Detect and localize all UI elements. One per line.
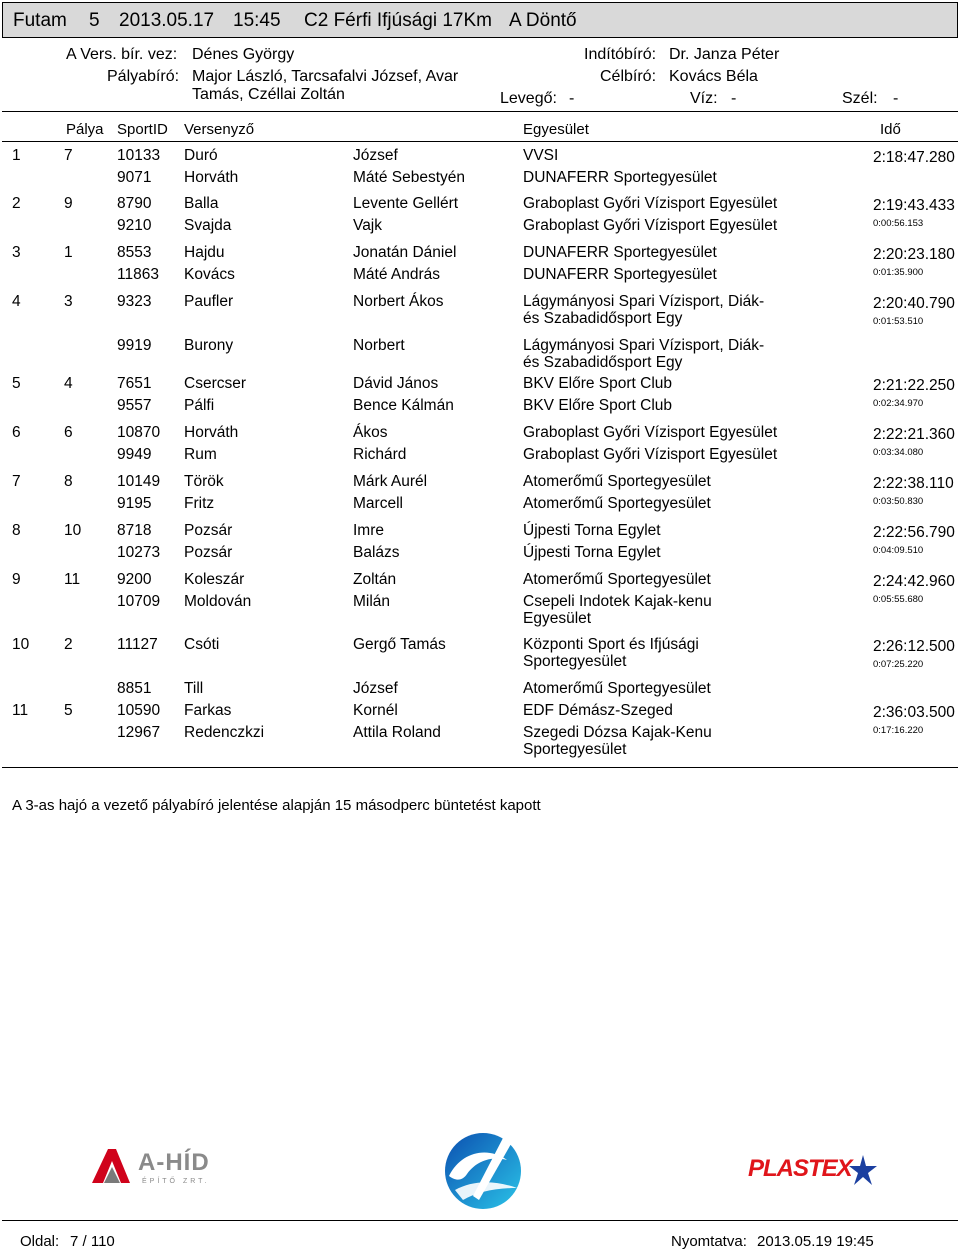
time-behind: 0:05:55.680 xyxy=(873,594,924,605)
a-hid-wordmark: A-HÍD xyxy=(138,1149,210,1176)
wind-label: Szél: xyxy=(842,90,878,107)
athlete-firstname: Norbert Ákos xyxy=(353,293,444,310)
time-behind: 0:07:25.220 xyxy=(873,659,924,670)
athlete-club: Lágymányosi Spari Vízisport, Diák- xyxy=(523,337,765,354)
athlete-lastname: Moldován xyxy=(184,593,252,610)
rank-cell: 9 xyxy=(12,571,21,588)
athlete-club: Atomerőmű Sportegyesület xyxy=(523,495,711,512)
rank-cell: 11 xyxy=(12,702,29,719)
athlete-lastname: Duró xyxy=(184,147,218,164)
athlete-sportid: 8718 xyxy=(117,522,152,539)
inditobiro-value: Dr. Janza Péter xyxy=(669,46,780,63)
rank-cell: 6 xyxy=(12,424,21,441)
time-behind: 0:17:16.220 xyxy=(873,725,924,736)
plastex-star-icon xyxy=(848,1153,878,1189)
athlete-lastname: Csóti xyxy=(184,636,220,653)
total-time: 2:20:40.790 xyxy=(873,295,955,312)
athlete-club: Egyesület xyxy=(523,610,592,627)
wind-value: - xyxy=(893,90,899,107)
athlete-club: és Szabadidősport Egy xyxy=(523,310,683,327)
athlete-sportid: 9557 xyxy=(117,397,152,414)
air-temp-value: - xyxy=(569,90,575,107)
total-time: 2:19:43.433 xyxy=(873,197,955,214)
rank-cell: 1 xyxy=(12,147,21,164)
plastex-wordmark: PLASTEX xyxy=(748,1155,852,1182)
athlete-lastname: Farkas xyxy=(184,702,232,719)
athlete-firstname: Ákos xyxy=(353,424,388,441)
vers-biro-label: A Vers. bír. vez: xyxy=(66,46,178,63)
athlete-firstname: Attila Roland xyxy=(353,724,441,741)
header-top-divider xyxy=(2,111,958,112)
athlete-club: Sportegyesület xyxy=(523,653,627,670)
total-time: 2:22:38.110 xyxy=(873,475,954,492)
celbiro-value: Kovács Béla xyxy=(669,68,758,85)
athlete-lastname: Burony xyxy=(184,337,234,354)
athlete-sportid: 9949 xyxy=(117,446,152,463)
athlete-sportid: 10133 xyxy=(117,147,161,164)
athlete-firstname: Jonatán Dániel xyxy=(353,244,457,261)
athlete-sportid: 9200 xyxy=(117,571,152,588)
athlete-club: EDF Démász-Szeged xyxy=(523,702,673,719)
footer-divider xyxy=(2,1220,958,1221)
athlete-club: Újpesti Torna Egylet xyxy=(523,544,661,561)
printed-date: 2013.05.19 19:45 xyxy=(757,1233,874,1250)
col-palya: Pálya xyxy=(66,121,104,138)
water-temp-value: - xyxy=(731,90,737,107)
athlete-club: Központi Sport és Ifjúsági xyxy=(523,636,699,653)
athlete-firstname: József xyxy=(353,147,398,164)
athlete-firstname: Vajk xyxy=(353,217,383,234)
total-time: 2:24:42.960 xyxy=(873,573,955,590)
stage-name: A Döntő xyxy=(509,10,577,31)
kayak-wave-icon xyxy=(433,1130,533,1212)
athlete-club: Szegedi Dózsa Kajak-Kenu xyxy=(523,724,712,741)
lane-cell: 4 xyxy=(64,375,73,392)
page-label: Oldal: xyxy=(20,1233,60,1250)
time-behind: 0:02:34.970 xyxy=(873,398,924,409)
time-behind: 0:01:35.900 xyxy=(873,267,924,278)
lane-cell: 1 xyxy=(64,244,73,261)
col-egyesulet: Egyesület xyxy=(523,121,589,138)
athlete-lastname: Horváth xyxy=(184,169,239,186)
total-time: 2:18:47.280 xyxy=(873,149,955,166)
lane-cell: 10 xyxy=(64,522,82,539)
event-name: C2 Férfi Ifjúsági 17Km xyxy=(304,10,492,31)
col-versenyzo: Versenyző xyxy=(184,121,255,138)
kayak-logo xyxy=(433,1130,533,1212)
athlete-lastname: Rum xyxy=(184,446,217,463)
inditobiro-label: Indítóbíró: xyxy=(584,46,657,63)
time-behind: 0:03:50.830 xyxy=(873,496,924,507)
athlete-lastname: Balla xyxy=(184,195,219,212)
a-hid-logo xyxy=(90,1145,240,1191)
athlete-lastname: Svajda xyxy=(184,217,232,234)
race-number: 5 xyxy=(89,10,100,31)
athlete-club: DUNAFERR Sportegyesület xyxy=(523,266,717,283)
athlete-club: Graboplast Győri Vízisport Egyesület xyxy=(523,217,778,234)
athlete-sportid: 10149 xyxy=(117,473,161,490)
col-ido: Idő xyxy=(880,121,901,138)
athlete-club: és Szabadidősport Egy xyxy=(523,354,683,371)
lane-cell: 7 xyxy=(64,147,73,164)
rank-cell: 3 xyxy=(12,244,21,261)
athlete-club: VVSI xyxy=(523,147,559,164)
athlete-club: DUNAFERR Sportegyesület xyxy=(523,169,717,186)
lane-cell: 11 xyxy=(64,571,81,588)
title-bar xyxy=(2,2,958,38)
vers-biro-value: Dénes György xyxy=(192,46,295,63)
athlete-sportid: 9323 xyxy=(117,293,152,310)
athlete-firstname: Kornél xyxy=(353,702,398,719)
athlete-lastname: Koleszár xyxy=(184,571,245,588)
athlete-club: Graboplast Győri Vízisport Egyesület xyxy=(523,446,778,463)
col-sportid: SportID xyxy=(117,121,168,138)
time-behind: 0:01:53.510 xyxy=(873,316,924,327)
time-behind: 0:04:09.510 xyxy=(873,545,924,556)
athlete-club: Újpesti Torna Egylet xyxy=(523,522,661,539)
athlete-sportid: 10709 xyxy=(117,593,161,610)
athlete-sportid: 9071 xyxy=(117,169,152,186)
a-hid-subtitle: ÉPÍTŐ ZRT. xyxy=(142,1178,210,1185)
athlete-firstname: Balázs xyxy=(353,544,400,561)
rank-cell: 5 xyxy=(12,375,21,392)
athlete-club: Atomerőmű Sportegyesület xyxy=(523,473,711,490)
athlete-lastname: Hajdu xyxy=(184,244,225,261)
athlete-lastname: Horváth xyxy=(184,424,239,441)
time-behind: 0:03:34.080 xyxy=(873,447,924,458)
time-behind: 0:00:56.153 xyxy=(873,218,924,229)
lane-cell: 3 xyxy=(64,293,73,310)
athlete-club: Atomerőmű Sportegyesület xyxy=(523,571,711,588)
lane-cell: 2 xyxy=(64,636,73,653)
race-label: Futam xyxy=(13,10,67,31)
total-time: 2:20:23.180 xyxy=(873,246,955,263)
athlete-firstname: Máté András xyxy=(353,266,441,283)
printed-label: Nyomtatva: xyxy=(671,1233,747,1250)
athlete-lastname: Pálfi xyxy=(184,397,215,414)
page-number: 7 / 110 xyxy=(70,1233,115,1250)
palyabiro-value-line2: Tamás, Czéllai Zoltán xyxy=(192,86,345,103)
total-time: 2:22:21.360 xyxy=(873,426,955,443)
athlete-sportid: 8790 xyxy=(117,195,152,212)
athlete-club: BKV Előre Sport Club xyxy=(523,375,673,392)
athlete-firstname: Milán xyxy=(353,593,391,610)
athlete-club: BKV Előre Sport Club xyxy=(523,397,673,414)
athlete-club: Lágymányosi Spari Vízisport, Diák- xyxy=(523,293,765,310)
athlete-firstname: Márk Aurél xyxy=(353,473,428,490)
total-time: 2:22:56.790 xyxy=(873,524,955,541)
athlete-sportid: 8851 xyxy=(117,680,152,697)
athlete-lastname: Kovács xyxy=(184,266,235,283)
athlete-firstname: Imre xyxy=(353,522,384,539)
lane-cell: 5 xyxy=(64,702,73,719)
rank-cell: 2 xyxy=(12,195,21,212)
table-bottom-divider xyxy=(2,767,958,768)
penalty-note: A 3-as hajó a vezető pályabíró jelentése alapján 15 másodperc büntetést kapott xyxy=(12,797,541,814)
athlete-sportid: 10590 xyxy=(117,702,161,719)
athlete-lastname: Fritz xyxy=(184,495,215,512)
athlete-sportid: 9210 xyxy=(117,217,152,234)
athlete-lastname: Redenczkzi xyxy=(184,724,265,741)
total-time: 2:21:22.250 xyxy=(873,377,955,394)
plastex-logo xyxy=(748,1153,878,1193)
athlete-firstname: Levente Gellért xyxy=(353,195,459,212)
lane-cell: 8 xyxy=(64,473,73,490)
athlete-sportid: 9195 xyxy=(117,495,152,512)
race-time: 15:45 xyxy=(233,10,281,31)
athlete-firstname: József xyxy=(353,680,398,697)
athlete-sportid: 8553 xyxy=(117,244,152,261)
air-temp-label: Levegő: xyxy=(500,90,557,107)
palyabiro-label: Pályabíró: xyxy=(107,68,180,85)
athlete-club: Sportegyesület xyxy=(523,741,627,758)
athlete-firstname: Norbert xyxy=(353,337,405,354)
rank-cell: 4 xyxy=(12,293,21,310)
water-temp-label: Víz: xyxy=(690,90,718,107)
athlete-club: Csepeli Indotek Kajak-kenu xyxy=(523,593,712,610)
athlete-lastname: Török xyxy=(184,473,224,490)
rank-cell: 8 xyxy=(12,522,21,539)
athlete-firstname: Zoltán xyxy=(353,571,397,588)
athlete-lastname: Paufler xyxy=(184,293,234,310)
athlete-club: Graboplast Győri Vízisport Egyesület xyxy=(523,195,778,212)
athlete-firstname: Marcell xyxy=(353,495,403,512)
athlete-lastname: Pozsár xyxy=(184,544,233,561)
palyabiro-value-line1: Major László, Tarcsafalvi József, Avar xyxy=(192,68,459,85)
athlete-firstname: Bence Kálmán xyxy=(353,397,454,414)
athlete-club: Graboplast Győri Vízisport Egyesület xyxy=(523,424,778,441)
athlete-sportid: 9919 xyxy=(117,337,152,354)
athlete-firstname: Gergő Tamás xyxy=(353,636,446,653)
athlete-sportid: 11863 xyxy=(117,266,159,283)
athlete-lastname: Till xyxy=(184,680,204,697)
race-date: 2013.05.17 xyxy=(119,10,215,31)
header-bottom-divider xyxy=(2,141,958,142)
rank-cell: 10 xyxy=(12,636,30,653)
total-time: 2:26:12.500 xyxy=(873,638,955,655)
athlete-sportid: 12967 xyxy=(117,724,161,741)
athlete-firstname: Richárd xyxy=(353,446,407,463)
athlete-sportid: 7651 xyxy=(117,375,152,392)
athlete-club: Atomerőmű Sportegyesület xyxy=(523,680,711,697)
athlete-club: DUNAFERR Sportegyesület xyxy=(523,244,717,261)
celbiro-label: Célbíró: xyxy=(600,68,657,85)
lane-cell: 6 xyxy=(64,424,73,441)
athlete-sportid: 10870 xyxy=(117,424,161,441)
lane-cell: 9 xyxy=(64,195,73,212)
total-time: 2:36:03.500 xyxy=(873,704,955,721)
athlete-sportid: 11127 xyxy=(117,636,158,653)
athlete-firstname: Máté Sebestyén xyxy=(353,169,466,186)
rank-cell: 7 xyxy=(12,473,21,490)
athlete-lastname: Pozsár xyxy=(184,522,233,539)
athlete-sportid: 10273 xyxy=(117,544,161,561)
athlete-firstname: Dávid János xyxy=(353,375,439,392)
athlete-lastname: Csercser xyxy=(184,375,247,392)
